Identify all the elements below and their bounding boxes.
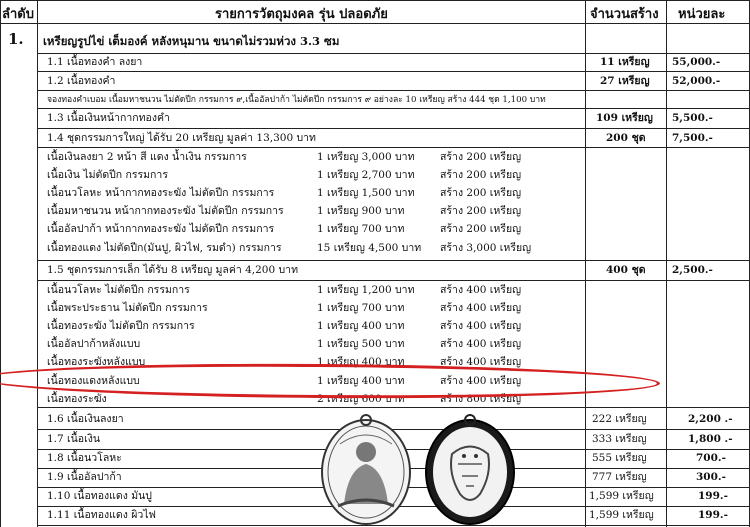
item-price: 2,200 .-	[688, 413, 733, 425]
item-count: 777 เหรียญ	[592, 471, 647, 483]
set-item-qty: 1 เหรียญ 900 บาท	[317, 205, 405, 217]
set-item-name: เนื้ออัลปาก้า หน้ากากทองระฆัง ไม่ตัดปีก กรรมการ	[47, 223, 275, 235]
grid-line	[37, 90, 750, 91]
set-item-made: สร้าง 200 เหรียญ	[440, 187, 522, 199]
grid-line	[37, 128, 750, 129]
item-label: 1.7 เนื้อเงิน	[47, 433, 101, 445]
col-header-item: รายการวัตถุมงคล รุ่น ปลอดภัย	[215, 7, 388, 22]
item-count: 333 เหรียญ	[592, 433, 647, 445]
set-item-qty: 2 เหรียญ 600 บาท	[317, 393, 405, 405]
col-header-price: หน่วยละ	[678, 7, 726, 22]
set-item-qty: 1 เหรียญ 700 บาท	[317, 223, 405, 235]
item-label: 1.3 เนื้อเงินหน้ากากทองคำ	[47, 112, 170, 124]
medal-front-image	[318, 414, 414, 526]
set-item-name: เนื้อมหาชนวน หน้ากากทองระฆัง ไม่ตัดปีก กรรมการ	[47, 205, 284, 217]
item-label: 1.1 เนื้อทองคำ ลงยา	[47, 56, 143, 68]
item-count: 27 เหรียญ	[600, 75, 650, 87]
set-item-made: สร้าง 400 เหรียญ	[440, 284, 522, 296]
set-item-qty: 1 เหรียญ 1,200 บาท	[317, 284, 415, 296]
item-count: 11 เหรียญ	[600, 56, 650, 68]
col-header-count: จำนวนสร้าง	[590, 7, 659, 22]
set-item-name: เนื้อนวโลหะ หน้ากากทองระฆัง ไม่ตัดปีก กรรมการ	[47, 187, 275, 199]
set-item-made: สร้าง 3,000 เหรียญ	[440, 242, 532, 254]
medal-back-image	[422, 414, 518, 526]
item-label: 1.8 เนื้อนวโลหะ	[47, 452, 122, 464]
item-count: 109 เหรียญ	[596, 112, 653, 124]
item-label: 1.6 เนื้อเงินลงยา	[47, 413, 124, 425]
set-item-made: สร้าง 800 เหรียญ	[440, 393, 522, 405]
item-label: 1.2 เนื้อทองคำ	[47, 75, 116, 87]
set-item-qty: 1 เหรียญ 500 บาท	[317, 338, 405, 350]
grid-line	[666, 0, 667, 527]
grid-line	[37, 260, 750, 261]
set-item-qty: 15 เหรียญ 4,500 บาท	[317, 242, 422, 254]
grid-line	[37, 71, 750, 72]
grid-line	[585, 0, 586, 527]
set-item-name: เนื้อทองแดงหลังแบบ	[47, 375, 140, 387]
item-label: 1.11 เนื้อทองแดง ผิวไฟ	[47, 509, 156, 521]
item-price: 300.-	[696, 471, 726, 483]
grid-line	[0, 0, 1, 527]
set-item-made: สร้าง 200 เหรียญ	[440, 223, 522, 235]
item-price: 52,000.-	[672, 75, 721, 87]
item-label: 1.4 ชุดกรรมการใหญ่ ได้รับ 20 เหรียญ มูลค่า 13,300 บาท	[47, 132, 316, 144]
set-item-name: เนื้ออัลปาก้าหลังแบบ	[47, 338, 141, 350]
grid-line	[37, 0, 38, 527]
item-price: 199.-	[698, 509, 728, 521]
set-item-qty: 1 เหรียญ 400 บาท	[317, 320, 405, 332]
set-item-made: สร้าง 400 เหรียญ	[440, 302, 522, 314]
set-item-name: เนื้อทองระฆัง	[47, 393, 107, 405]
set-item-qty: 1 เหรียญ 400 บาท	[317, 356, 405, 368]
set-item-name: เนื้อทองระฆังหลังแบบ	[47, 356, 146, 368]
item-price: 7,500.-	[672, 132, 713, 144]
set-item-made: สร้าง 400 เหรียญ	[440, 320, 522, 332]
item-count: 400 ชุด	[606, 264, 646, 276]
section-title: เหรียญรูปไข่ เต็มองค์ หลังหนุมาน ขนาดไม่รวมห่วง 3.3 ซม	[43, 34, 340, 48]
item-count: 1,599 เหรียญ	[589, 509, 654, 521]
item-label: 1.10 เนื้อทองแดง มันปู	[47, 490, 152, 502]
set-item-qty: 1 เหรียญ 400 บาท	[317, 375, 405, 387]
set-item-name: เนื้อเงินลงยา 2 หน้า สี แดง น้ำเงิน กรรมการ	[47, 151, 247, 163]
item-count: 1,599 เหรียญ	[589, 490, 654, 502]
set-item-made: สร้าง 200 เหรียญ	[440, 205, 522, 217]
item-price: 5,500.-	[672, 112, 713, 124]
set-item-made: สร้าง 400 เหรียญ	[440, 338, 522, 350]
item-count: 222 เหรียญ	[592, 413, 647, 425]
grid-line	[37, 407, 750, 408]
set-item-name: เนื้อทองแดง ไม่ตัดปีก(มันปู, ผิวไฟ, รมดำ) กรรมการ	[47, 242, 282, 254]
set-item-made: สร้าง 200 เหรียญ	[440, 169, 522, 181]
grid-line	[37, 147, 750, 148]
grid-line	[37, 53, 750, 54]
item-count: 200 ชุด	[606, 132, 646, 144]
set-item-name: เนื้อนวโลหะ ไม่ตัดปีก กรรมการ	[47, 284, 190, 296]
set-item-name: เนื้อพระประธาน ไม่ตัดปีก กรรมการ	[47, 302, 208, 314]
set-item-name: เนื้อเงิน ไม่ตัดปีก กรรมการ	[47, 169, 168, 181]
set-item-made: สร้าง 400 เหรียญ	[440, 356, 522, 368]
section-number: 1.	[8, 30, 24, 48]
set-item-qty: 1 เหรียญ 3,000 บาท	[317, 151, 415, 163]
set-item-made: สร้าง 400 เหรียญ	[440, 375, 522, 387]
item-price: 1,800 .-	[688, 433, 733, 445]
item-price: 700.-	[696, 452, 726, 464]
col-header-no: ลำดับ	[2, 7, 34, 22]
reservation-note: จองทองคำเบอม เนื้อมหาชนวน ไม่ตัดปีก กรรมการ ๙,เนื้ออัลปาก้า ไม่ตัดปีก กรรมการ ๙ อย่างละ 10 เหรียญ สร้าง 444 ชุด 1,100 บาท	[47, 95, 546, 105]
set-item-made: สร้าง 200 เหรียญ	[440, 151, 522, 163]
item-price: 55,000.-	[672, 56, 721, 68]
item-price: 2,500.-	[672, 264, 713, 276]
set-item-qty: 1 เหรียญ 2,700 บาท	[317, 169, 415, 181]
item-count: 555 เหรียญ	[592, 452, 647, 464]
item-label: 1.5 ชุดกรรมการเล็ก ได้รับ 8 เหรียญ มูลค่า 4,200 บาท	[47, 264, 298, 276]
item-price: 199.-	[698, 490, 728, 502]
grid-line	[37, 280, 750, 281]
grid-line	[37, 108, 750, 109]
set-item-qty: 1 เหรียญ 700 บาท	[317, 302, 405, 314]
set-item-name: เนื้อทองระฆัง ไม่ตัดปีก กรรมการ	[47, 320, 195, 332]
grid-line	[0, 0, 750, 1]
item-label: 1.9 เนื้ออัลปาก้า	[47, 471, 122, 483]
set-item-qty: 1 เหรียญ 1,500 บาท	[317, 187, 415, 199]
